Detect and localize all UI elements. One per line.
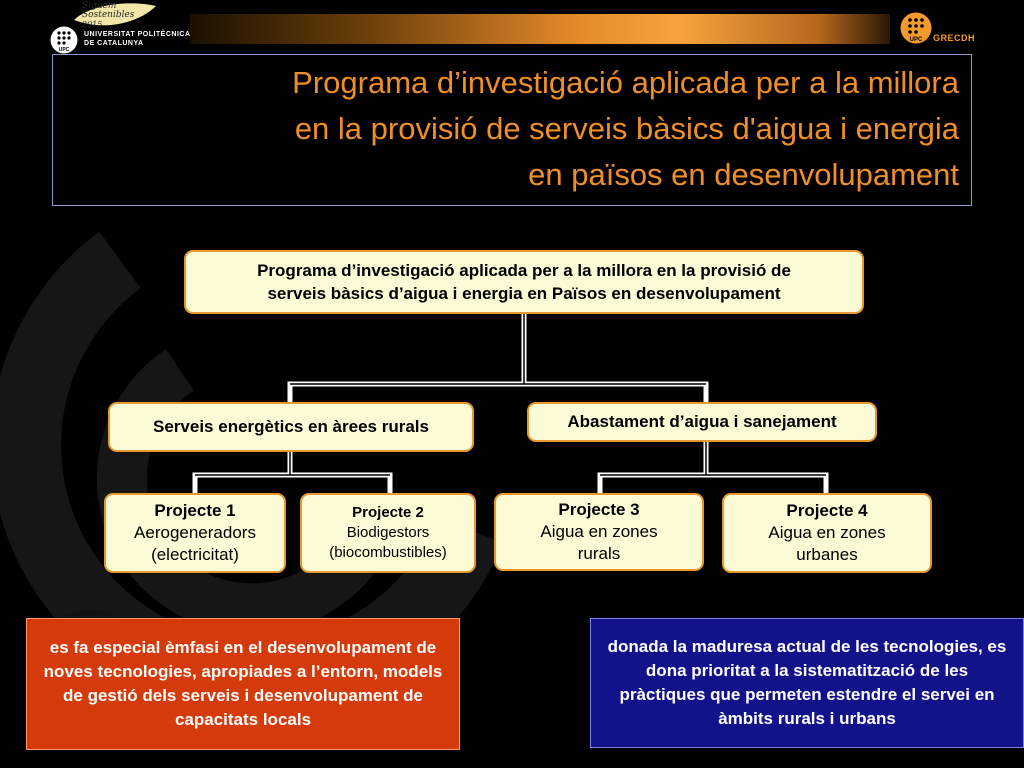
branch-energy-label: Serveis energètics en àrees rurals (153, 417, 429, 436)
note-energy-emphasis (26, 618, 460, 750)
project-3-box (494, 493, 704, 571)
title-line-2: en la provisió de serveis bàsics d'aigua i energia (294, 111, 959, 146)
note-right-text: donada la maduresa actual de les tecnologies, es dona prioritat a la sistematització de les pràctiques que permeten estendre el servei en àmbits rurals i urbans (607, 637, 1007, 728)
project-4-title: Projecte 4 (786, 501, 868, 520)
note-water-priority (590, 618, 1024, 748)
badge-line-2: Sostenibles (82, 10, 135, 20)
root-line-2: serveis bàsics d’aigua i energia en Països en desenvolupament (267, 284, 781, 303)
upc-logo-right-label: UPC (909, 37, 923, 43)
project-1-box (104, 493, 286, 573)
project-3-desc-2: rurals (577, 544, 621, 563)
university-line-2: DE CATALUNYA (84, 40, 144, 47)
project-2-desc-1: Biodigestors (346, 524, 430, 541)
project-2-box (300, 493, 476, 573)
project-4-desc-2: urbanes (796, 545, 858, 564)
project-4-box (722, 493, 932, 573)
project-2-title: Projecte 2 (352, 504, 424, 521)
project-3-title: Projecte 3 (558, 500, 640, 519)
root-program-box (184, 250, 864, 314)
upc-logo-left-label: UPC (58, 47, 70, 53)
project-4-desc-1: Aigua en zones (768, 523, 886, 542)
badge-line-1: Siguem (82, 1, 117, 11)
project-3-desc-1: Aigua en zones (540, 522, 658, 541)
branch-water-sanitation (527, 402, 877, 442)
grecdh-label: GRECDH (933, 33, 976, 43)
title-line-1: Programa d’investigació aplicada per a la millora (292, 65, 959, 100)
project-2-desc-2: (biocombustibles) (329, 544, 447, 561)
university-line-1: UNIVERSITAT POLITÈCNICA (84, 31, 191, 38)
project-1-desc-2: (electricitat) (151, 545, 239, 564)
project-1-desc-1: Aerogeneradors (134, 523, 256, 542)
title-line-3: en països en desenvolupament (528, 157, 959, 192)
project-1-title: Projecte 1 (154, 501, 236, 520)
note-left-text: es fa especial èmfasi en el desenvolupament de noves tecnologies, apropiades a l’entorn, models de gestió dels serveis i desenvolupament de capacitats locals (43, 638, 443, 729)
badge-year: 2015 (82, 20, 103, 29)
branch-water-label: Abastament d’aigua i sanejament (567, 412, 837, 431)
branch-energy-services (108, 402, 474, 452)
root-line-1: Programa d’investigació aplicada per a la millora en la provisió de (257, 261, 791, 280)
